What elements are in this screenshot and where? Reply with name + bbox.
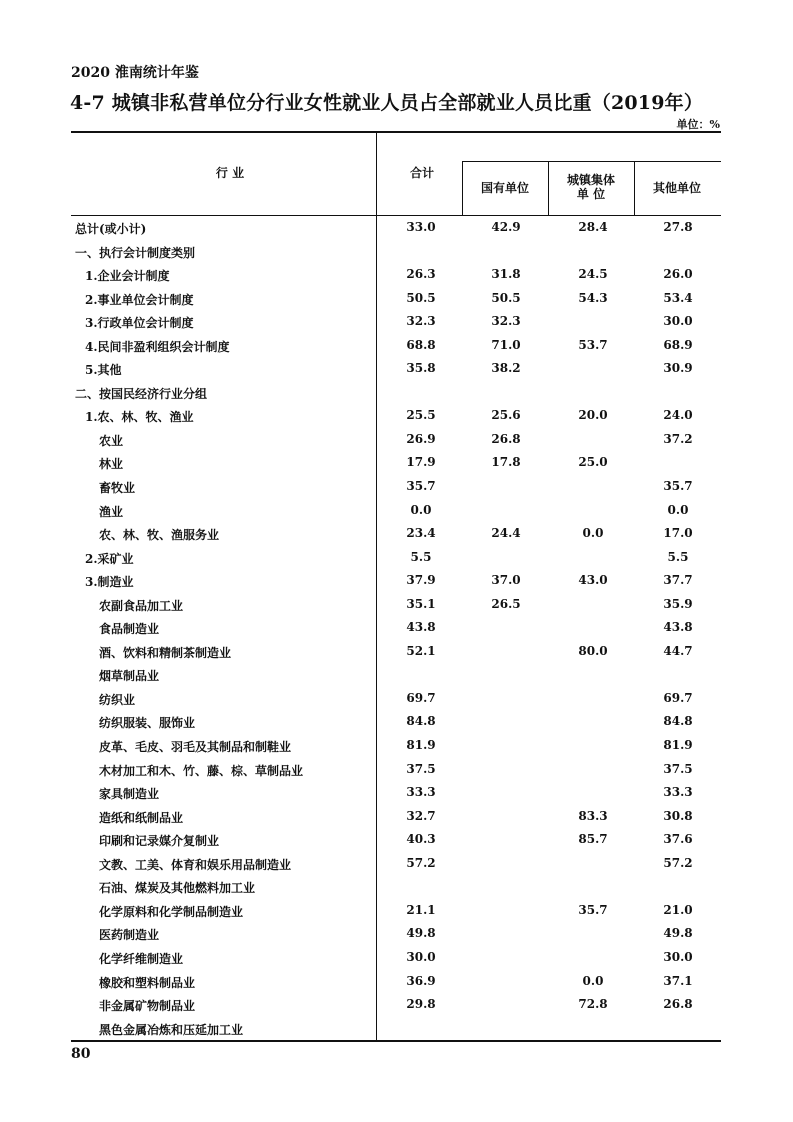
collective-cell: 0.0 <box>582 973 604 988</box>
other-cell: 30.0 <box>663 314 693 329</box>
state-owned-cell: 25.6 <box>491 408 521 423</box>
other-cell: 0.0 <box>667 502 689 517</box>
total-cell: 17.9 <box>406 455 436 470</box>
total-cell: 35.8 <box>406 361 436 376</box>
total-cell: 37.5 <box>406 761 436 776</box>
table-body <box>71 216 721 1040</box>
table-bottom-rule <box>71 1040 721 1042</box>
total-cell: 23.4 <box>406 526 436 541</box>
row-label: 农副食品加工业 <box>99 598 184 613</box>
table-row <box>71 781 721 805</box>
table-row <box>71 240 721 264</box>
other-cell: 26.0 <box>663 267 693 282</box>
row-label: 酒、饮料和精制茶制造业 <box>99 645 232 660</box>
row-label: 纺织服装、服饰业 <box>99 716 196 731</box>
other-cell: 37.7 <box>663 573 693 588</box>
collective-cell: 28.4 <box>578 220 608 234</box>
table-row <box>71 758 721 782</box>
state-owned-cell: 32.3 <box>491 314 521 329</box>
table-row <box>71 663 721 687</box>
other-cell: 68.9 <box>663 337 693 352</box>
total-cell: 36.9 <box>406 973 436 988</box>
table-row <box>71 687 721 711</box>
other-cell: 17.0 <box>663 526 693 541</box>
total-cell: 35.7 <box>406 479 436 494</box>
state-owned-cell: 31.8 <box>491 267 521 282</box>
table-row <box>71 805 721 829</box>
row-label: 烟草制品业 <box>99 669 160 684</box>
total-cell: 32.7 <box>406 808 436 823</box>
subheader-left-divider <box>462 161 463 215</box>
total-cell: 43.8 <box>406 620 436 635</box>
yearbook-name: 2020 淮南统计年鉴 <box>71 65 199 81</box>
table-row <box>71 993 721 1017</box>
row-label: 文教、工美、体育和娱乐用品制造业 <box>99 857 292 872</box>
collective-cell: 43.0 <box>578 573 608 588</box>
table-row <box>71 569 721 593</box>
table-row <box>71 522 721 546</box>
row-label: 4.民间非盈利组织会计制度 <box>85 339 230 354</box>
other-cell: 35.7 <box>663 479 693 494</box>
table-title: 4-7 城镇非私营单位分行业女性就业人员占全部就业人员比重（2019年） <box>70 92 704 114</box>
state-owned-cell: 37.0 <box>491 573 521 588</box>
row-label: 渔业 <box>99 504 124 519</box>
other-cell: 44.7 <box>663 643 693 658</box>
row-label: 皮革、毛皮、羽毛及其制品和制鞋业 <box>99 740 292 755</box>
total-cell: 32.3 <box>406 314 436 329</box>
subheader-divider-2 <box>634 161 635 215</box>
table-row <box>71 499 721 523</box>
row-label: 食品制造业 <box>99 622 160 637</box>
header-collective-line1: 城镇集体 <box>566 173 615 187</box>
other-cell: 35.9 <box>663 596 693 611</box>
other-cell: 37.1 <box>663 973 693 988</box>
total-cell: 21.1 <box>406 902 436 917</box>
state-owned-cell: 24.4 <box>491 526 521 541</box>
table-row <box>71 616 721 640</box>
row-label: 橡胶和塑料制品业 <box>99 975 196 990</box>
row-label: 农、林、牧、渔服务业 <box>99 528 220 543</box>
subheader-top-rule <box>462 161 721 162</box>
table-row <box>71 922 721 946</box>
row-label: 化学原料和化学制品制造业 <box>99 904 244 919</box>
row-label: 造纸和纸制品业 <box>99 810 184 825</box>
row-label: 印刷和记录媒介复制业 <box>99 834 220 849</box>
row-label: 一、执行会计制度类别 <box>75 245 196 260</box>
header-industry: 行 业 <box>215 166 245 180</box>
row-label: 总计(或小计) <box>75 222 147 236</box>
table-row <box>71 357 721 381</box>
unit-label: 单位：% <box>676 118 720 131</box>
total-cell: 26.9 <box>406 431 436 446</box>
total-cell: 29.8 <box>406 997 436 1012</box>
collective-cell: 72.8 <box>578 997 608 1012</box>
other-cell: 69.7 <box>663 690 693 705</box>
row-label: 木材加工和木、竹、藤、棕、草制品业 <box>99 763 304 778</box>
other-cell: 24.0 <box>663 408 693 423</box>
total-cell: 33.3 <box>406 785 436 800</box>
total-cell: 0.0 <box>410 502 432 517</box>
table-row <box>71 287 721 311</box>
table-row <box>71 546 721 570</box>
collective-cell: 0.0 <box>582 526 604 541</box>
table-row <box>71 334 721 358</box>
table-row <box>71 1017 721 1041</box>
row-label: 农业 <box>99 433 124 448</box>
header-state-owned: 国有单位 <box>480 181 529 195</box>
table-row <box>71 828 721 852</box>
state-owned-cell: 42.9 <box>491 220 521 234</box>
state-owned-cell: 26.8 <box>491 431 521 446</box>
other-cell: 30.8 <box>663 808 693 823</box>
table-row <box>71 710 721 734</box>
state-owned-cell: 17.8 <box>491 455 521 470</box>
total-cell: 35.1 <box>406 596 436 611</box>
table-row <box>71 875 721 899</box>
total-cell: 68.8 <box>406 337 436 352</box>
row-label: 林业 <box>99 457 124 472</box>
other-cell: 81.9 <box>663 738 693 753</box>
collective-cell: 80.0 <box>578 643 608 658</box>
other-cell: 30.0 <box>663 949 693 964</box>
state-owned-cell: 38.2 <box>491 361 521 376</box>
total-cell: 49.8 <box>406 926 436 941</box>
row-label: 1.企业会计制度 <box>85 269 170 284</box>
collective-cell: 24.5 <box>578 267 608 282</box>
table-row <box>71 404 721 428</box>
total-cell: 84.8 <box>406 714 436 729</box>
table-row <box>71 428 721 452</box>
state-owned-cell: 71.0 <box>491 337 521 352</box>
other-cell: 30.9 <box>663 361 693 376</box>
row-label: 黑色金属冶炼和压延加工业 <box>99 1022 244 1037</box>
other-cell: 57.2 <box>663 855 693 870</box>
total-cell: 25.5 <box>406 408 436 423</box>
page-number: 80 <box>71 1046 91 1062</box>
table-row <box>71 899 721 923</box>
table-row <box>71 310 721 334</box>
table-row <box>71 640 721 664</box>
collective-cell: 54.3 <box>578 290 608 305</box>
total-cell: 26.3 <box>406 267 436 282</box>
state-owned-cell: 50.5 <box>491 290 521 305</box>
table-row <box>71 946 721 970</box>
row-label: 化学纤维制造业 <box>99 951 184 966</box>
row-label: 石油、煤炭及其他燃料加工业 <box>99 881 256 896</box>
header-total: 合计 <box>409 166 434 180</box>
total-cell: 33.0 <box>406 220 436 234</box>
total-cell: 30.0 <box>406 949 436 964</box>
collective-cell: 35.7 <box>578 902 608 917</box>
total-cell: 37.9 <box>406 573 436 588</box>
total-cell: 57.2 <box>406 855 436 870</box>
other-cell: 5.5 <box>667 549 689 564</box>
total-cell: 69.7 <box>406 690 436 705</box>
other-cell: 21.0 <box>663 902 693 917</box>
other-cell: 33.3 <box>663 785 693 800</box>
other-cell: 27.8 <box>663 220 693 234</box>
other-cell: 49.8 <box>663 926 693 941</box>
total-cell: 81.9 <box>406 738 436 753</box>
row-label: 3.行政单位会计制度 <box>85 316 194 331</box>
row-label: 5.其他 <box>85 363 122 378</box>
row-label: 1.农、林、牧、渔业 <box>85 410 194 425</box>
row-label: 医药制造业 <box>99 928 160 943</box>
other-cell: 53.4 <box>663 290 693 305</box>
header-other: 其他单位 <box>652 181 701 195</box>
row-label: 3.制造业 <box>85 575 134 590</box>
other-cell: 26.8 <box>663 997 693 1012</box>
row-label: 纺织业 <box>99 692 136 707</box>
collective-cell: 53.7 <box>578 337 608 352</box>
row-label: 2.采矿业 <box>85 551 134 566</box>
other-cell: 84.8 <box>663 714 693 729</box>
total-cell: 40.3 <box>406 832 436 847</box>
table-row <box>71 381 721 405</box>
collective-cell: 20.0 <box>578 408 608 423</box>
collective-cell: 85.7 <box>578 832 608 847</box>
table-row <box>71 263 721 287</box>
row-label: 2.事业单位会计制度 <box>85 292 194 307</box>
total-cell: 52.1 <box>406 643 436 658</box>
subheader-divider-1 <box>548 161 549 215</box>
header-collective-line2: 单 位 <box>576 187 606 201</box>
row-label: 畜牧业 <box>99 481 136 496</box>
table-row <box>71 852 721 876</box>
table-row <box>71 593 721 617</box>
other-cell: 37.5 <box>663 761 693 776</box>
collective-cell: 25.0 <box>578 455 608 470</box>
table-row <box>71 734 721 758</box>
table-row <box>71 216 721 240</box>
table-top-rule <box>71 131 721 133</box>
row-label: 非金属矿物制品业 <box>99 999 196 1014</box>
total-cell: 50.5 <box>406 290 436 305</box>
collective-cell: 83.3 <box>578 808 608 823</box>
table-row <box>71 475 721 499</box>
total-cell: 5.5 <box>410 549 432 564</box>
other-cell: 37.6 <box>663 832 693 847</box>
other-cell: 43.8 <box>663 620 693 635</box>
state-owned-cell: 26.5 <box>491 596 521 611</box>
other-cell: 37.2 <box>663 431 693 446</box>
table-row <box>71 970 721 994</box>
row-label: 二、按国民经济行业分组 <box>75 386 208 401</box>
row-label: 家具制造业 <box>99 787 160 802</box>
table-row <box>71 451 721 475</box>
